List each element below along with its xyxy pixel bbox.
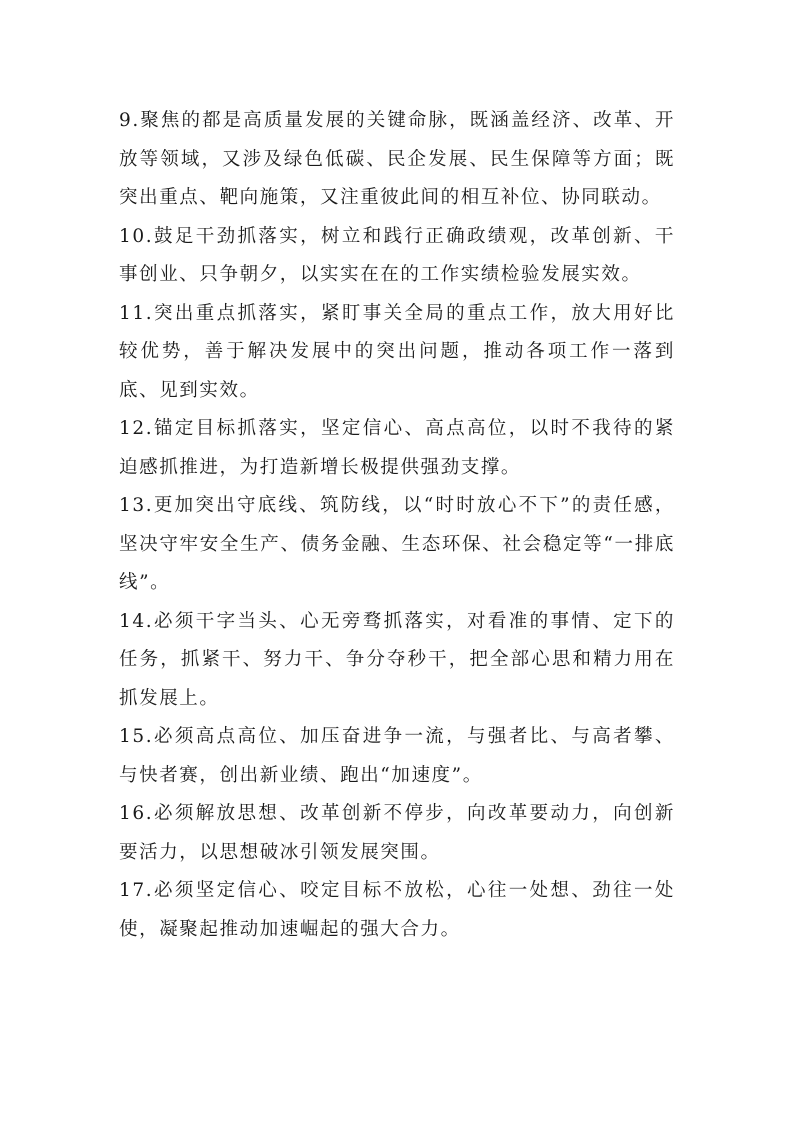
paragraph-13: 13.更加突出守底线、筑防线，以“时时放心不下”的责任感，坚决守牢安全生产、债务金融、生态环保、社会稳定等“一排底线”。 xyxy=(119,495,675,593)
paragraph-17: 17.必须坚定信心、咬定目标不放松，心往一处想、劲往一处使，凝聚起推动加速崛起的强大合力。 xyxy=(119,880,675,940)
paragraph-15: 15.必须高点高位、加压奋进争一流，与强者比、与高者攀、与快者赛，创出新业绩、跑出“加速度”。 xyxy=(119,726,675,786)
paragraph-16: 16.必须解放思想、改革创新不停步，向改革要动力，向创新要活力，以思想破冰引领发展突围。 xyxy=(119,803,675,863)
document-body xyxy=(119,102,675,949)
paragraph-14: 14.必须干字当头、心无旁骛抓落实，对看准的事情、定下的任务，抓紧干、努力干、争分夺秒干，把全部心思和精力用在抓发展上。 xyxy=(119,610,675,709)
paragraph-9: 9.聚焦的都是高质量发展的关键命脉，既涵盖经济、改革、开放等领域，又涉及绿色低碳、民企发展、民生保障等方面；既突出重点、靶向施策，又注重彼此间的相互补位、协同联动。 xyxy=(119,110,675,208)
paragraph-10: 10.鼓足干劲抓落实，树立和践行正确政绩观，改革创新、干事创业、只争朝夕，以实实在在的工作实绩检验发展实效。 xyxy=(119,225,675,285)
paragraph-12: 12.锚定目标抓落实，坚定信心、高点高位，以时不我待的紧迫感抓推进，为打造新增长极提供强劲支撑。 xyxy=(119,418,675,478)
paragraph-11: 11.突出重点抓落实，紧盯事关全局的重点工作，放大用好比较优势，善于解决发展中的突出问题，推动各项工作一落到底、见到实效。 xyxy=(119,302,675,401)
